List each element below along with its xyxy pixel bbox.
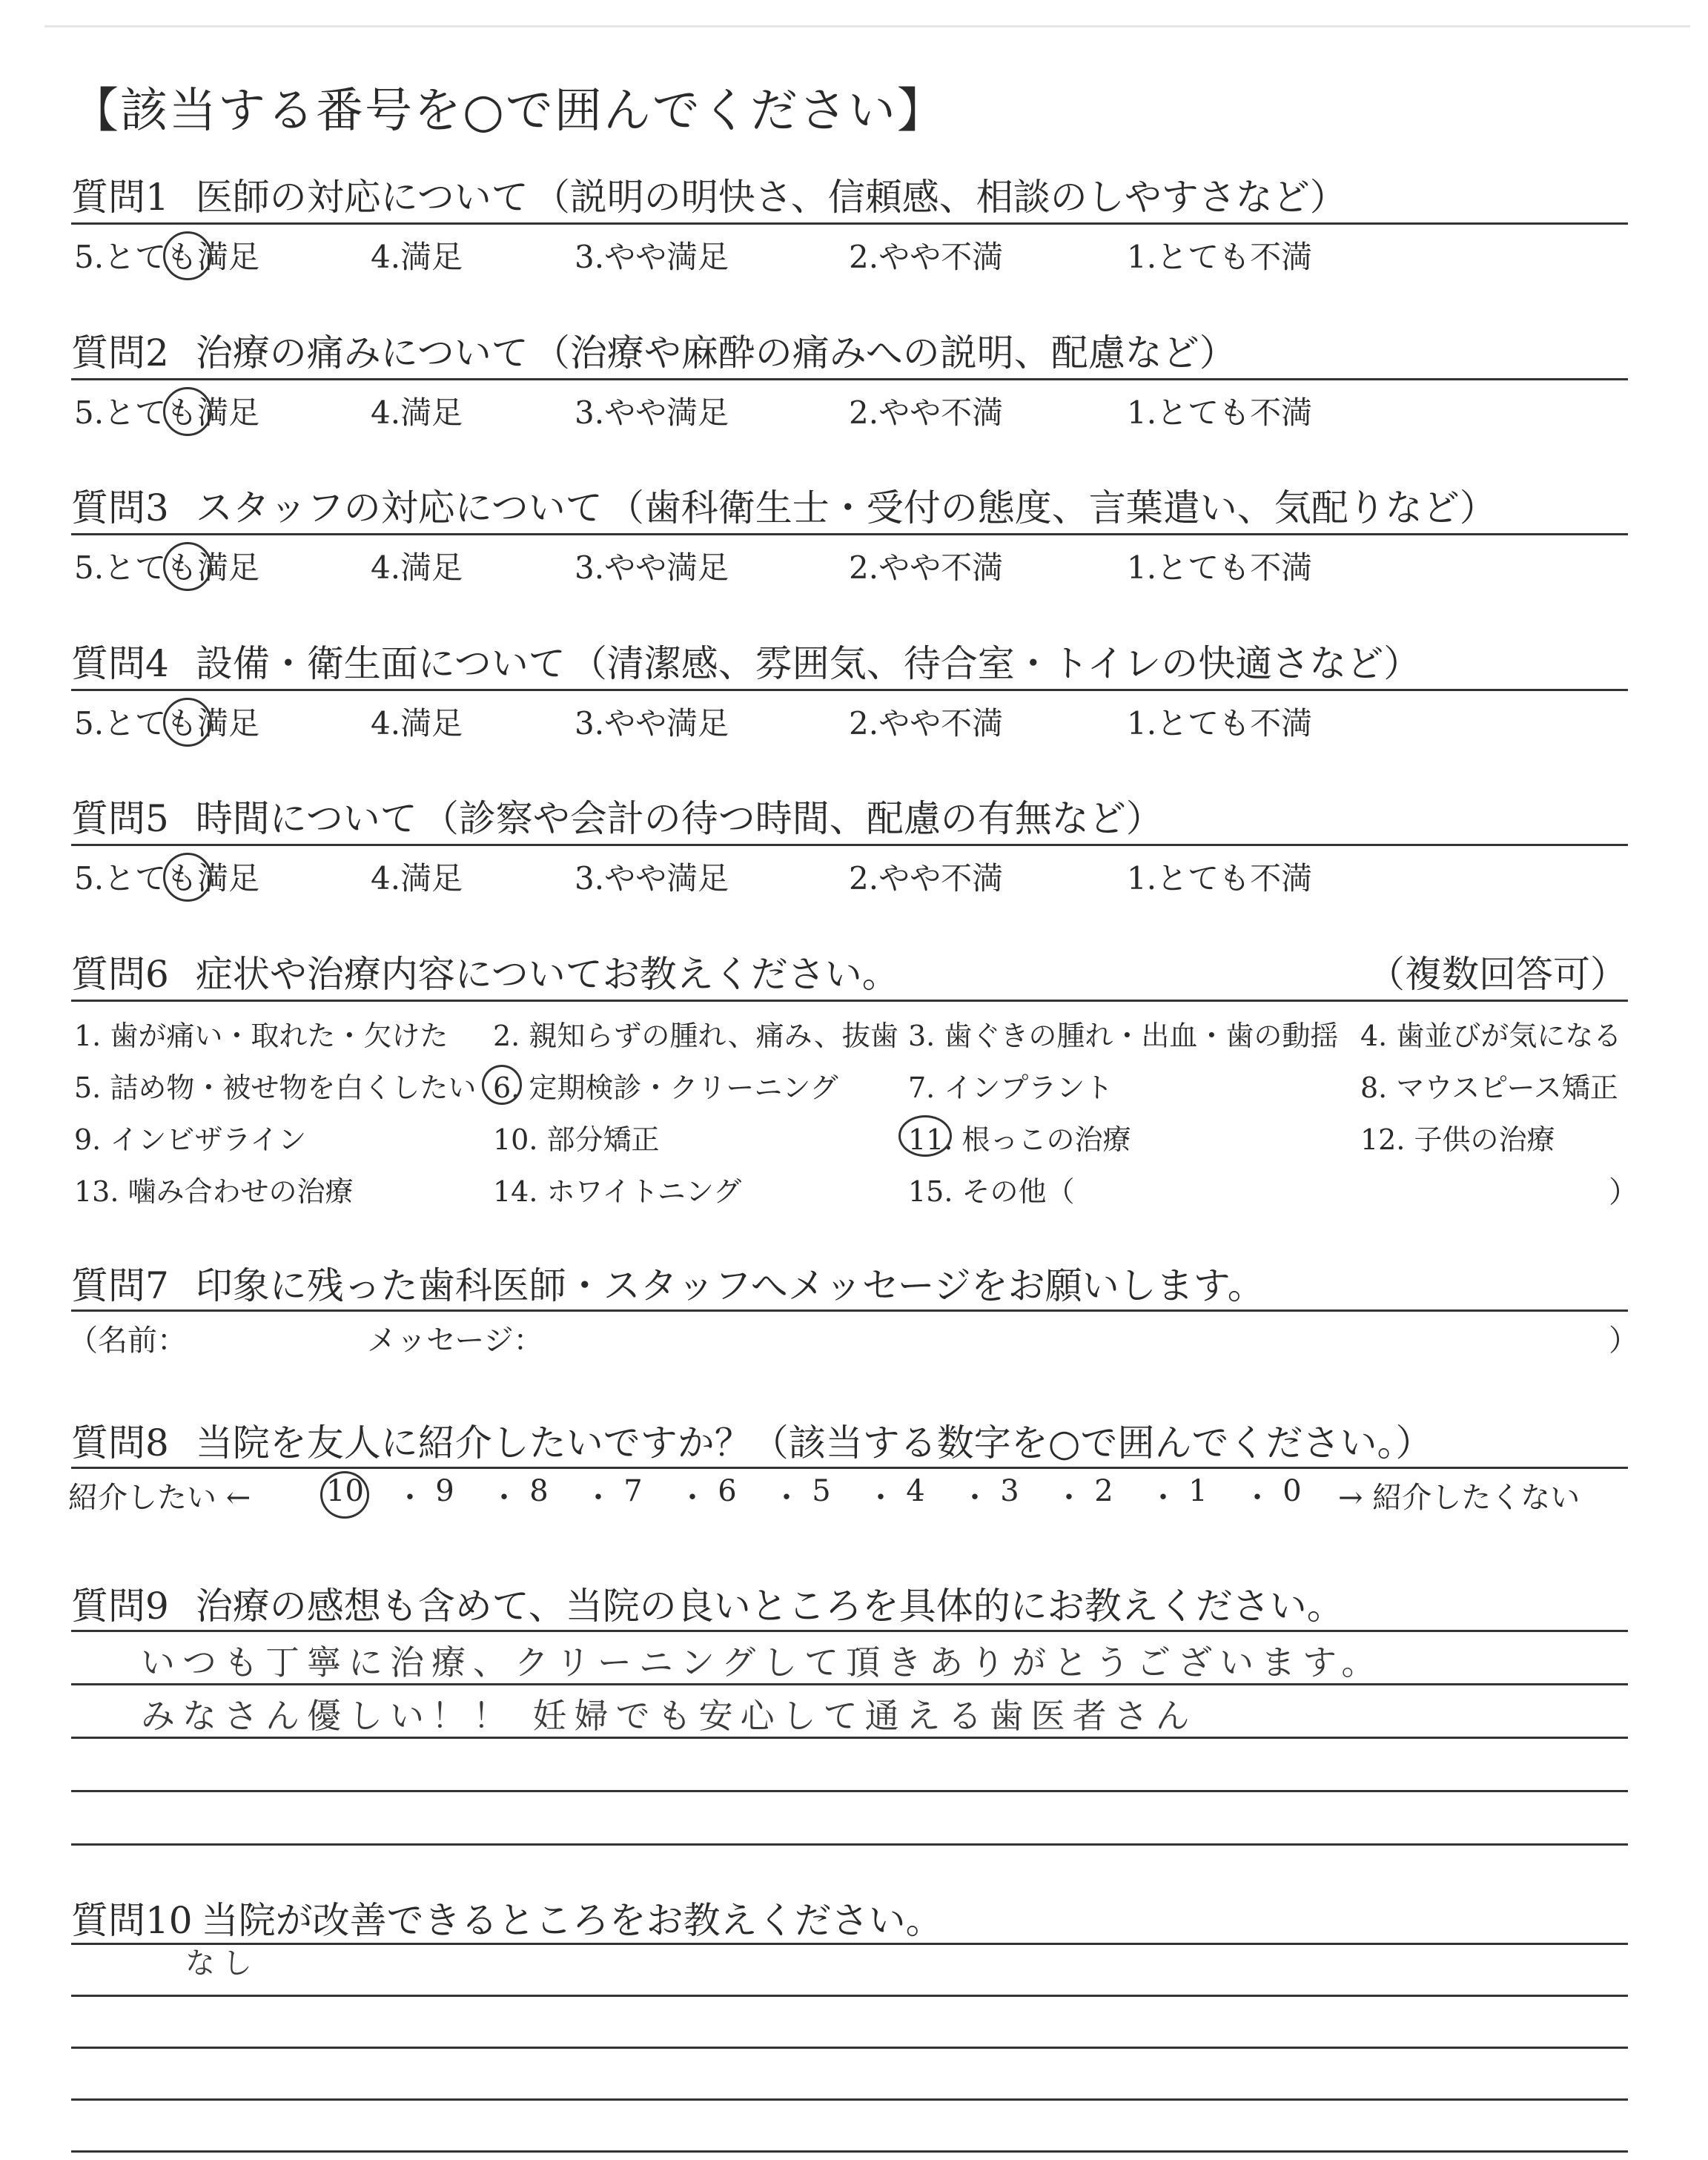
treatment-option-6[interactable]: 6. 定期検診・クリーニング	[493, 1071, 838, 1104]
treatment-option-1[interactable]: 1. 歯が痛い・取れた・欠けた	[74, 1020, 448, 1052]
treatment-option-9[interactable]: 9. インビザライン	[74, 1123, 307, 1156]
scale-value-6[interactable]: 6	[718, 1474, 737, 1508]
answer-line	[71, 1790, 1628, 1792]
scale-value-5[interactable]: 5	[812, 1474, 831, 1508]
question-text: 治療の感想も含めて、当院の良いところを具体的にお教えください。	[195, 1585, 1344, 1628]
treatment-option-4[interactable]: 4. 歯並びが気になる	[1360, 1020, 1622, 1052]
scale-separator: ・	[772, 1481, 801, 1515]
rating-option-5[interactable]: 5.とても満足	[74, 549, 260, 586]
question-number: 質問7	[71, 1264, 169, 1307]
multiple-answer-note: （複数回答可）	[1368, 953, 1627, 996]
handwritten-answer-line: なし	[185, 1946, 259, 1981]
question-text: 当院を友人に紹介したいですか？（該当する数字を○で囲んでください。）	[195, 1421, 1433, 1464]
question-text: 時間について	[195, 797, 417, 840]
question-10-heading	[71, 1891, 943, 1944]
question-1-heading	[71, 168, 1347, 221]
selection-circle	[163, 542, 212, 591]
question-detail: （診察や会計の待つ時間、配慮の有無など）	[421, 797, 1163, 840]
scale-separator: ・	[489, 1481, 519, 1515]
question-number: 質問8	[71, 1421, 169, 1464]
answer-line	[71, 2047, 1628, 2049]
question-number: 質問4	[71, 642, 169, 685]
rating-option-5[interactable]: 5.とても満足	[74, 705, 260, 742]
question-2-rule	[71, 378, 1628, 380]
question-9-heading	[71, 1576, 1344, 1630]
rating-option-2[interactable]: 2.やや不満	[849, 239, 1004, 275]
scale-value-9[interactable]: 9	[435, 1474, 454, 1508]
answer-line	[71, 2098, 1628, 2101]
scale-value-0[interactable]: 0	[1282, 1474, 1302, 1508]
question-number: 質問5	[71, 797, 169, 840]
message-field-label: メッセージ：	[367, 1324, 543, 1358]
treatment-option-10[interactable]: 10. 部分矯正	[493, 1123, 660, 1156]
scale-value-3[interactable]: 3	[1000, 1474, 1019, 1508]
question-5-rule	[71, 844, 1628, 846]
scale-value-8[interactable]: 8	[529, 1474, 549, 1508]
scale-separator: ・	[1242, 1481, 1272, 1515]
top-border	[44, 25, 1690, 27]
rating-option-3[interactable]: 3.やや満足	[575, 860, 729, 896]
scale-separator: ・	[1148, 1481, 1178, 1515]
question-number: 質問2	[71, 331, 169, 374]
selection-circle	[163, 853, 212, 902]
selection-circle	[320, 1471, 369, 1519]
handwritten-answer-line: みなさん優しい！！ 妊婦でも安心して通える歯医者さん	[141, 1696, 1197, 1736]
answer-line	[71, 1630, 1628, 1632]
question-text: 治療の痛みについて	[195, 331, 529, 374]
scale-value-7[interactable]: 7	[623, 1474, 643, 1508]
question-6-rule	[71, 1000, 1628, 1002]
question-text: 医師の対応について	[195, 176, 529, 219]
rating-option-2[interactable]: 2.やや不満	[849, 860, 1004, 896]
other-close-paren: ）	[1609, 1175, 1638, 1209]
scale-value-4[interactable]: 4	[906, 1474, 925, 1508]
message-close-paren: ）	[1609, 1324, 1638, 1358]
question-detail: （説明の明快さ、信頼感、相談のしやすさなど）	[532, 176, 1347, 219]
rating-option-3[interactable]: 3.やや満足	[575, 239, 729, 275]
scale-right-label: → 紹介したくない	[1338, 1481, 1580, 1515]
question-text: 設備・衛生面について	[195, 642, 566, 685]
treatment-option-15[interactable]: 15. その他（	[908, 1175, 1075, 1208]
selection-circle	[163, 698, 212, 747]
question-4-heading	[71, 634, 1420, 687]
selection-circle	[898, 1115, 952, 1157]
answer-line	[71, 2150, 1628, 2153]
treatment-option-3[interactable]: 3. 歯ぐきの腫れ・出血・歯の動揺	[908, 1020, 1339, 1052]
scale-separator: ・	[866, 1481, 896, 1515]
rating-option-5[interactable]: 5.とても満足	[74, 239, 260, 275]
rating-option-4[interactable]: 4.満足	[371, 239, 463, 275]
answer-line	[71, 1843, 1628, 1846]
rating-option-1[interactable]: 1.とても不満	[1127, 860, 1313, 896]
treatment-option-12[interactable]: 12. 子供の治療	[1360, 1123, 1555, 1156]
question-detail: （治療や麻酔の痛みへの説明、配慮など）	[532, 331, 1237, 374]
question-8-rule	[71, 1467, 1628, 1469]
scale-value-2[interactable]: 2	[1094, 1474, 1113, 1508]
rating-option-4[interactable]: 4.満足	[371, 549, 463, 586]
question-5-heading	[71, 789, 1163, 842]
selection-circle	[163, 231, 212, 280]
rating-option-2[interactable]: 2.やや不満	[849, 705, 1004, 742]
treatment-option-14[interactable]: 14. ホワイトニング	[493, 1175, 742, 1208]
rating-option-2[interactable]: 2.やや不満	[849, 394, 1004, 431]
rating-option-5[interactable]: 5.とても満足	[74, 860, 260, 896]
treatment-option-7[interactable]: 7. インプラント	[908, 1071, 1113, 1104]
scale-separator: ・	[395, 1481, 425, 1515]
rating-option-1[interactable]: 1.とても不満	[1127, 239, 1313, 275]
treatment-option-8[interactable]: 8. マウスピース矯正	[1360, 1071, 1618, 1104]
question-detail: （歯科衛生士・受付の態度、言葉遣い、気配りなど）	[606, 486, 1497, 529]
answer-line	[71, 1995, 1628, 1997]
form-title: 【該当する番号を○で囲んでください】	[71, 84, 946, 139]
question-3-rule	[71, 533, 1628, 535]
question-detail: （清潔感、雰囲気、待合室・トイレの快適さなど）	[569, 642, 1421, 685]
scale-separator: ・	[583, 1481, 613, 1515]
rating-option-2[interactable]: 2.やや不満	[849, 549, 1004, 586]
question-7-heading	[71, 1256, 1265, 1309]
answer-line	[71, 1943, 1628, 1945]
scale-value-1[interactable]: 1	[1188, 1474, 1208, 1508]
question-2-heading	[71, 323, 1237, 377]
question-text: 当院が改善できるところをお教えください。	[201, 1899, 943, 1942]
selection-circle	[163, 387, 212, 436]
rating-option-4[interactable]: 4.満足	[371, 394, 463, 431]
rating-option-3[interactable]: 3.やや満足	[575, 705, 729, 742]
question-6-heading	[71, 945, 899, 998]
rating-option-1[interactable]: 1.とても不満	[1127, 394, 1313, 431]
treatment-option-13[interactable]: 13. 噛み合わせの治療	[74, 1175, 354, 1208]
question-text: 印象に残った歯科医師・スタッフへメッセージをお願いします。	[195, 1264, 1265, 1307]
question-1-rule	[71, 222, 1628, 225]
question-7-rule	[71, 1309, 1628, 1312]
question-number: 質問10	[71, 1899, 193, 1942]
scale-separator: ・	[1054, 1481, 1084, 1515]
rating-option-5[interactable]: 5.とても満足	[74, 394, 260, 431]
treatment-option-2[interactable]: 2. 親知らずの腫れ、痛み、抜歯	[493, 1020, 898, 1052]
scale-value-10[interactable]: 10	[326, 1474, 364, 1508]
handwritten-answer-line: いつも丁寧に治療、クリーニングして頂きありがとうございます。	[141, 1642, 1383, 1682]
rating-option-1[interactable]: 1.とても不満	[1127, 705, 1313, 742]
question-number: 質問1	[71, 176, 169, 219]
question-4-rule	[71, 689, 1628, 691]
selection-circle	[482, 1065, 522, 1105]
scale-separator: ・	[960, 1481, 990, 1515]
name-field-label: （名前：	[68, 1324, 187, 1358]
rating-option-3[interactable]: 3.やや満足	[575, 394, 729, 431]
question-3-heading	[71, 478, 1497, 532]
rating-option-1[interactable]: 1.とても不満	[1127, 549, 1313, 586]
rating-option-4[interactable]: 4.満足	[371, 860, 463, 896]
question-number: 質問6	[71, 953, 169, 996]
treatment-option-5[interactable]: 5. 詰め物・被せ物を白くしたい	[74, 1071, 477, 1104]
question-8-heading	[71, 1413, 1432, 1467]
question-text: スタッフの対応について	[195, 486, 603, 529]
rating-option-4[interactable]: 4.満足	[371, 705, 463, 742]
question-text: 症状や治療内容についてお教えください。	[195, 953, 899, 996]
treatment-option-11[interactable]: 11. 根っこの治療	[908, 1123, 1131, 1156]
question-number: 質問3	[71, 486, 169, 529]
scale-left-label: 紹介したい ←	[68, 1481, 251, 1515]
rating-option-3[interactable]: 3.やや満足	[575, 549, 729, 586]
scale-separator: ・	[678, 1481, 707, 1515]
question-number: 質問9	[71, 1585, 169, 1628]
